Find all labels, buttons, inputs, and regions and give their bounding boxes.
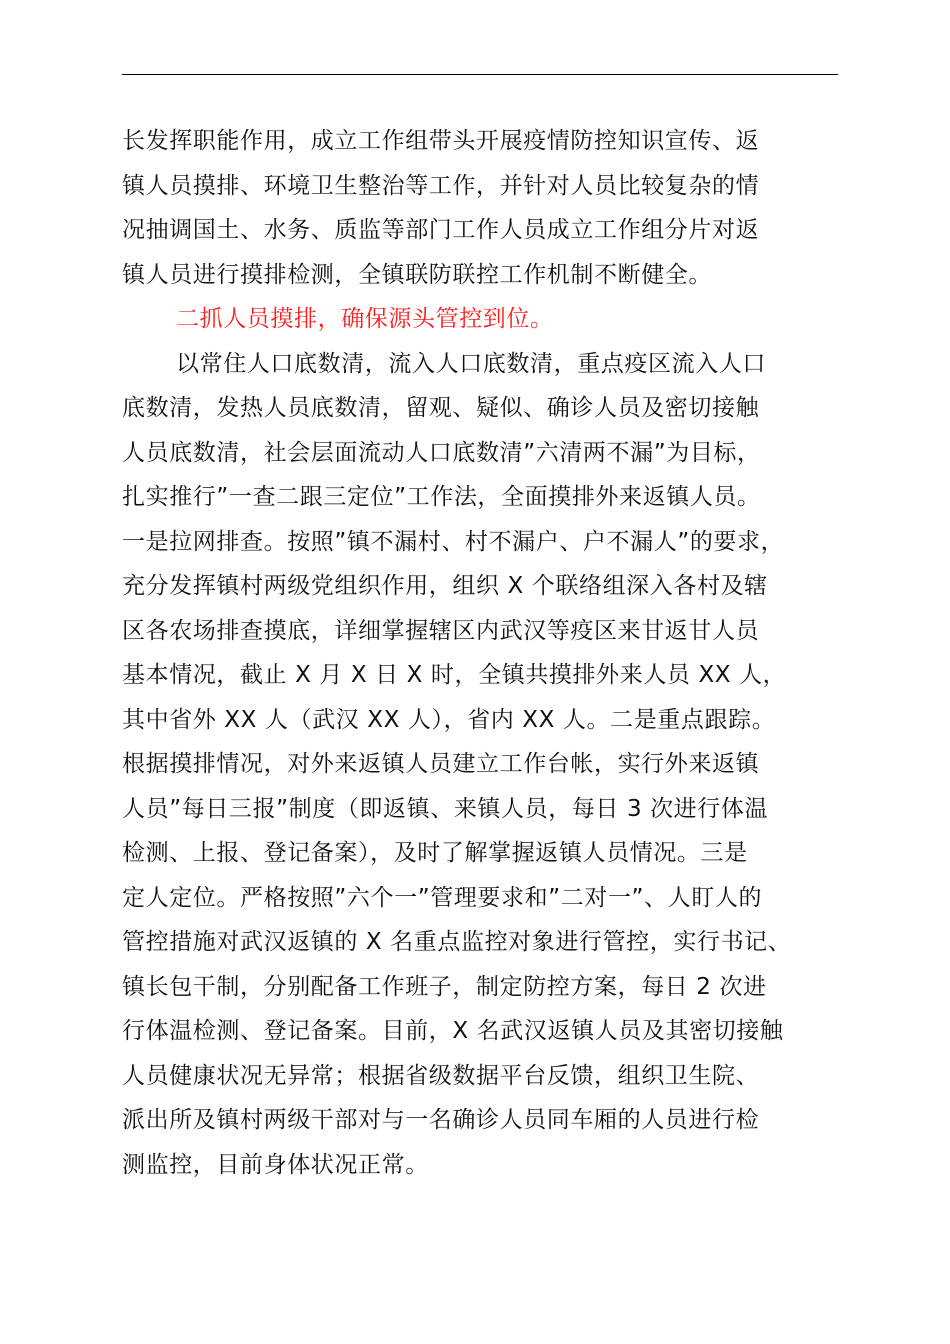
body-line: 底数清，发热人员底数清，留观、疑似、确诊人员及密切接触: [122, 395, 760, 421]
body-line: 根据摸排情况，对外来返镇人员建立工作台帐，实行外来返镇: [122, 751, 760, 777]
body-line: 定人定位。严格按照”六个一”管理要求和”二对一”、人盯人的: [122, 884, 763, 911]
body-line: 长发挥职能作用，成立工作组带头开展疫情防控知识宣传、返: [122, 128, 760, 154]
body-line: 其中省外 XX 人（武汉 XX 人），省内 XX 人。二是重点跟踪。: [122, 706, 776, 733]
body-line: 镇人员进行摸排检测，全镇联防联控工作机制不断健全。: [122, 261, 712, 288]
section-heading: 二抓人员摸排，确保源头管控到位。: [176, 306, 554, 332]
body-line: 扎实推行”一查二跟三定位”工作法，全面摸排外来返镇人员。: [122, 484, 761, 510]
body-line: 以常住人口底数清，流入人口底数清，重点疫区流入人口: [176, 350, 766, 377]
body-line: 人员底数清，社会层面流动人口底数清”六清两不漏”为目标，: [122, 439, 761, 466]
document-body: [122, 119, 862, 1187]
body-line: 行体温检测、登记备案。目前，X 名武汉返镇人员及其密切接触: [122, 1018, 784, 1044]
body-line: 检测、上报、登记备案），及时了解掌握返镇人员情况。三是: [122, 840, 748, 866]
body-line: 况抽调国土、水务、质监等部门工作人员成立工作组分片对返: [122, 217, 760, 243]
body-line: 人员健康状况无异常；根据省级数据平台反馈，组织卫生院、: [122, 1062, 760, 1089]
body-line: 派出所及镇村两级干部对与一名确诊人员同车厢的人员进行检: [122, 1107, 760, 1133]
body-line: 人员”每日三报”制度（即返镇、来镇人员，每日 3 次进行体温: [122, 795, 769, 822]
body-line: 测监控，目前身体状况正常。: [122, 1151, 429, 1178]
body-line: 管控措施对武汉返镇的 X 名重点监控对象进行管控，实行书记、: [122, 929, 792, 955]
body-line: 镇人员摸排、环境卫生整治等工作，并针对人员比较复杂的情: [122, 172, 760, 199]
body-line: 一是拉网排查。按照”镇不漏村、村不漏户、户不漏人”的要求，: [122, 528, 785, 555]
body-line: 充分发挥镇村两级党组织作用，组织 X 个联络组深入各村及辖: [122, 573, 768, 599]
body-line: 基本情况，截止 X 月 X 日 X 时，全镇共摸排外来人员 XX 人，: [122, 662, 787, 688]
body-line: 镇长包干制，分别配备工作班子，制定防控方案，每日 2 次进: [122, 973, 767, 1000]
header-rule: [122, 74, 838, 75]
body-line: 区各农场排查摸底，详细掌握辖区内武汉等疫区来甘返甘人员: [122, 617, 760, 644]
